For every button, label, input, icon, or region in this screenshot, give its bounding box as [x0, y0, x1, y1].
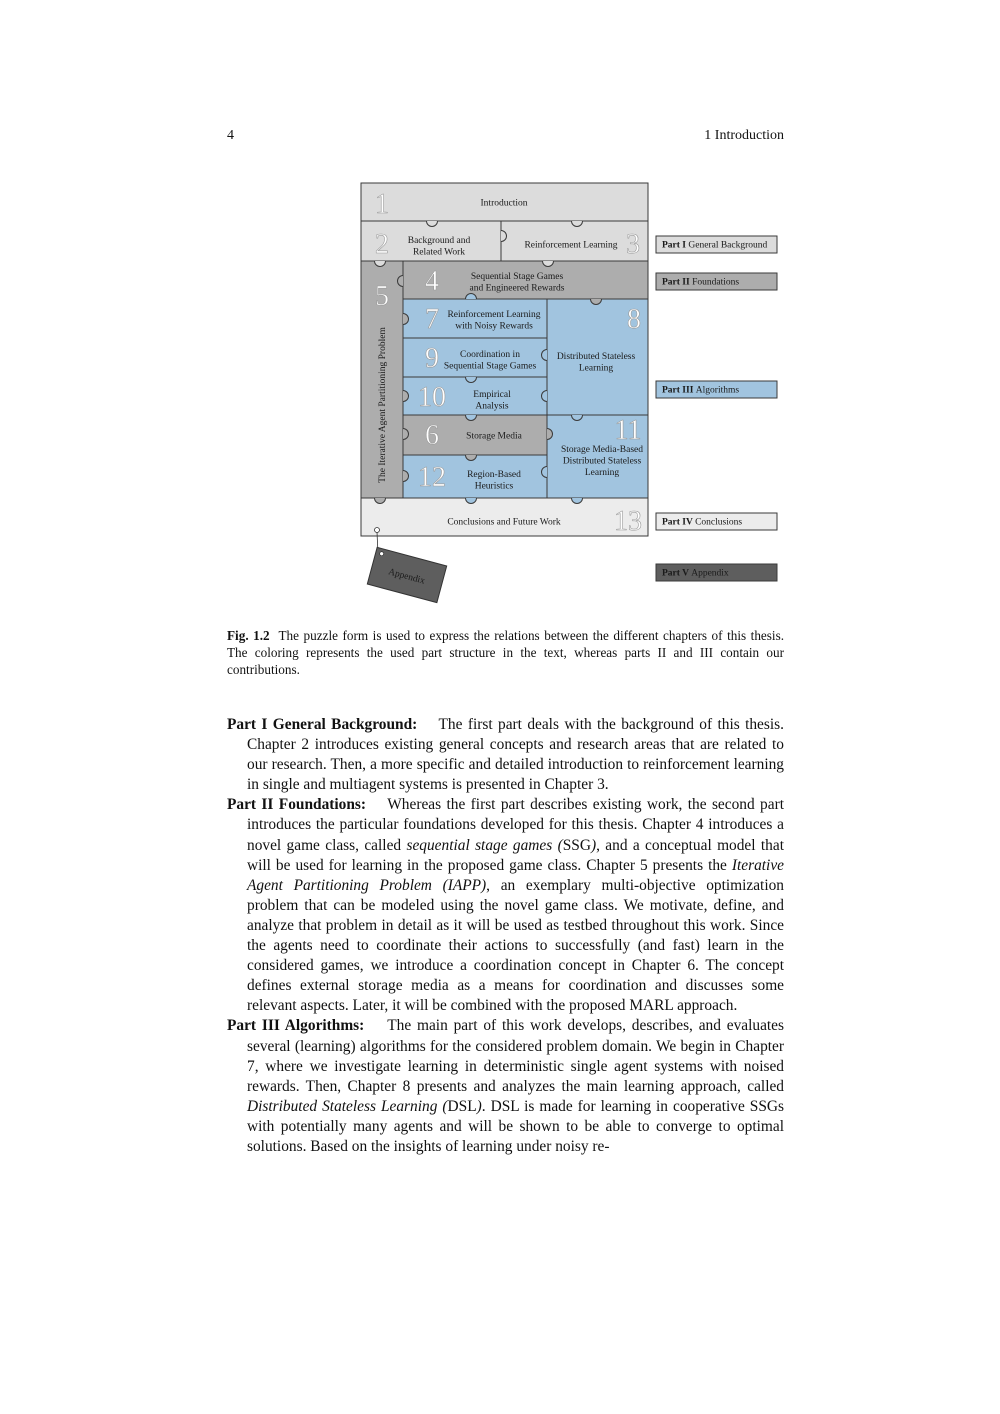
part3-text-2: DSL [447, 1097, 477, 1115]
appendix-pin [375, 528, 380, 533]
piece-7-number: 7 [425, 304, 439, 335]
appendix-tag-label: Appendix [387, 567, 426, 587]
part2-text-2: SSG [562, 836, 591, 854]
piece-8-number: 8 [627, 304, 641, 335]
legend-label-4: Part IV Conclusions [662, 517, 743, 528]
part1-entry [227, 715, 784, 795]
legend-label-5: Part V Appendix [662, 568, 729, 579]
piece-10-number: 10 [418, 382, 446, 413]
piece-1-number: 1 [375, 189, 389, 220]
piece-13-label: Conclusions and Future Work [447, 517, 561, 528]
part2-italic-1: sequential stage games ( [406, 836, 563, 854]
part3-italic-1: Distributed Stateless Learning ( [247, 1097, 448, 1115]
piece-6-number: 6 [425, 420, 439, 451]
piece-1-label: Introduction [480, 198, 528, 209]
part2-text-1: Whereas the first part describes existing work, the second part introduces the particular foundations developed for this thesis. Chapter 4 introduces a novel game class, called [247, 796, 784, 854]
part3-text-1: The main part of this work develops, describes, and evaluates several (learning) algorithms for the considered problem domain. We begin in Chapter 7, where we investigate learning in deterministic single agent systems with noised rewards. Then, Chapter 8 presents and analyzes the main learning approach, called [247, 1017, 785, 1095]
part2-text-4: , an exemplary multi-objective optimization problem that can be modeled using the novel game class. We motivate, define, and analyze that problem in detail as it will be used as testbed throughout this work. Since the agents need to coordinate their actions to successfully (and fast) learn in the considered games, we introduce a coordination concept in Chapter 6. The concept defines external storage media as a means for coordination and discusses some relevant aspects. Later, it will be combined with the proposed MARL approach. [247, 876, 784, 1015]
page-number: 4 [227, 128, 234, 143]
part1-label: Part I General Background: [227, 716, 418, 733]
part2-text-3: , and a conceptual model that will be used for learning in the proposed game class. Chapter 5 presents the [247, 836, 784, 874]
piece-9-number: 9 [425, 343, 439, 374]
part2-italic-3: Iterative Agent Partitioning Problem (IAPP) [247, 856, 784, 894]
part3-label: Part III Algorithms: [227, 1017, 365, 1035]
piece-5-label: The Iterative Agent Partitioning Problem [378, 327, 388, 483]
piece-5-number: 5 [375, 281, 389, 312]
piece-6-label: Storage Media [466, 431, 522, 442]
caption-text: The puzzle form is used to express the relations between the different chapters of this thesis. The coloring represents the used part structure in the text, whereas parts II and III contain our contributions. [227, 628, 784, 677]
piece-11-label: Storage Media-Based Distributed Stateless Learning [560, 445, 644, 478]
piece-12-label: Region-Based Heuristics [467, 469, 521, 492]
part3-entry [227, 1016, 784, 1157]
body-text [227, 715, 784, 1157]
piece-4-number: 4 [425, 266, 439, 297]
legend-label-3: Part III Algorithms [662, 385, 740, 396]
piece-12-number: 12 [418, 462, 446, 493]
puzzle-diagram [0, 0, 1000, 620]
piece-3-label: Reinforcement Learning [524, 240, 618, 251]
running-title: 1 Introduction [704, 128, 784, 143]
part1-text: The first part deals with the background of this thesis. Chapter 2 introduces existing general concepts and research areas that are related to our research. Then, a more specific and detailed introduction to reinforcement learning in single and multiagent systems is presented in Chapter 3. [247, 716, 784, 794]
legend-label-1: Part I General Background [662, 240, 768, 251]
piece-3-number: 3 [626, 229, 640, 260]
piece-4-label: Sequential Stage Games and Engineered Rewards [469, 271, 565, 294]
part3-text-3: . DSL is made for learning in cooperative SSGs with potentially many agents and will be shown to be able to converge to optimal solutions. Based on the insights of learning under noisy re- [247, 1097, 784, 1155]
part2-label: Part II Foundations: [227, 796, 367, 814]
part3-italic-2: ) [476, 1097, 482, 1115]
piece-9-label: Coordination in Sequential Stage Games [443, 349, 537, 372]
legend-label-2: Part II Foundations [662, 277, 740, 288]
figure-puzzle [0, 0, 1000, 620]
caption-label: Fig. 1.2 [227, 628, 270, 643]
figure-caption [227, 627, 784, 678]
part2-italic-2: ) [590, 836, 597, 854]
piece-10-label: Empirical Analysis [473, 389, 511, 412]
piece-2-number: 2 [375, 229, 389, 260]
piece-2-label: Background and Related Work [407, 235, 471, 258]
piece-11-number: 11 [614, 415, 642, 446]
part2-entry [227, 795, 784, 1016]
piece-7-label: Reinforcement Learning with Noisy Rewards [447, 309, 541, 332]
piece-8-label: Distributed Stateless Learning [556, 351, 636, 374]
appendix-tag [367, 547, 446, 602]
piece-13-number: 13 [614, 506, 642, 537]
